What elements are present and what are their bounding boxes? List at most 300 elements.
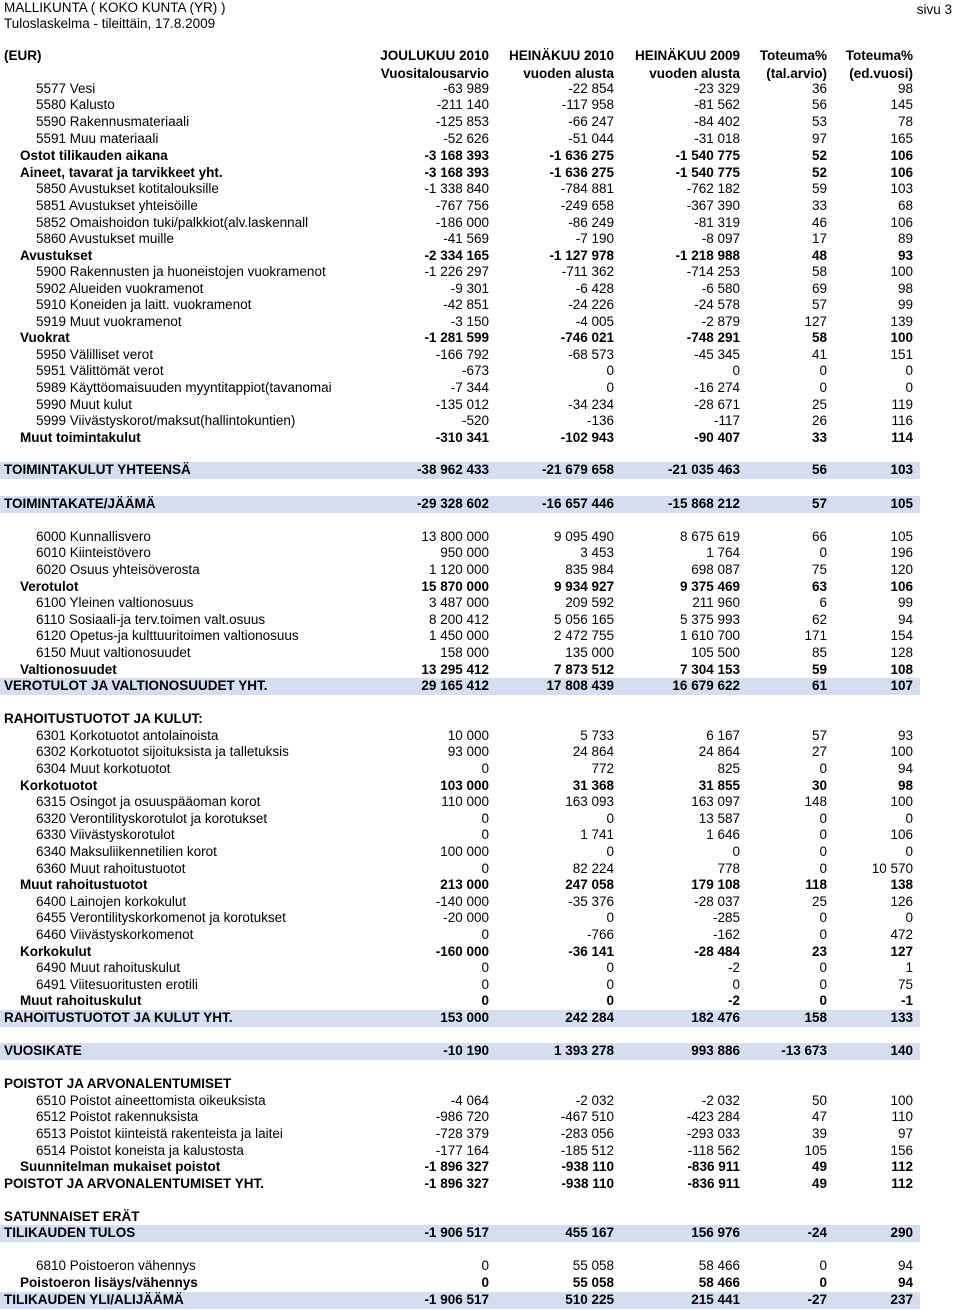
value-pct-budget: 48 — [811, 248, 827, 263]
row-label: 5577 Vesi — [36, 81, 96, 96]
row-label: RAHOITUSTUOTOT JA KULUT: — [4, 711, 203, 726]
value-budget-2010: 153 000 — [440, 1010, 489, 1025]
value-budget-2010: -140 000 — [435, 894, 489, 909]
value-2010-ytd: 55 058 — [572, 1258, 614, 1273]
value-pct-prev-year: 154 — [890, 628, 913, 643]
table-row — [0, 977, 920, 994]
value-2009-ytd: -762 182 — [686, 181, 740, 196]
value-pct-budget: 0 — [819, 1275, 827, 1290]
value-pct-budget: 97 — [811, 131, 827, 146]
row-label: TILIKAUDEN YLI/ALIJÄÄMÄ — [4, 1292, 184, 1307]
value-2010-ytd: 31 368 — [572, 778, 614, 793]
value-pct-budget: 0 — [819, 977, 827, 992]
table-row — [0, 1043, 920, 1060]
value-pct-prev-year: 89 — [897, 231, 913, 246]
value-budget-2010: 0 — [481, 960, 489, 975]
value-budget-2010: -2 334 165 — [424, 248, 489, 263]
value-budget-2010: 0 — [481, 761, 489, 776]
value-2010-ytd: 2 472 755 — [553, 628, 614, 643]
row-label: 6810 Poistoeron vähennys — [36, 1258, 196, 1273]
value-budget-2010: -135 012 — [435, 397, 489, 412]
value-2009-ytd: 993 886 — [691, 1043, 740, 1058]
value-2009-ytd: 778 — [717, 861, 740, 876]
value-pct-budget: 66 — [811, 529, 827, 544]
col-2010-header-line1: HEINÄKUU 2010 — [508, 48, 614, 63]
value-2009-ytd: -31 018 — [694, 131, 740, 146]
value-pct-budget: 46 — [811, 215, 827, 230]
value-pct-prev-year: 78 — [897, 114, 913, 129]
value-2010-ytd: 17 808 439 — [546, 678, 614, 693]
value-pct-prev-year: 106 — [890, 165, 913, 180]
value-pct-prev-year: 94 — [897, 612, 913, 627]
value-2009-ytd: -836 911 — [687, 1159, 740, 1174]
value-pct-prev-year: 112 — [891, 1159, 913, 1174]
value-2009-ytd: -16 274 — [694, 380, 740, 395]
value-budget-2010: -63 989 — [443, 81, 489, 96]
value-2010-ytd: 24 864 — [572, 744, 614, 759]
table-row — [0, 430, 920, 447]
value-budget-2010: -29 328 602 — [416, 496, 489, 511]
row-label: 5919 Muut vuokramenot — [36, 314, 182, 329]
value-pct-budget: 39 — [811, 1126, 827, 1141]
value-2010-ytd: 0 — [606, 380, 614, 395]
table-row — [0, 413, 920, 430]
value-2009-ytd: -423 284 — [686, 1109, 740, 1124]
row-label: 6360 Muut rahoitustuotot — [36, 861, 186, 876]
row-label: 6455 Verontilityskorkomenot ja korotukset — [36, 910, 286, 925]
row-label: Avustukset — [20, 248, 93, 263]
value-2009-ytd: -748 291 — [686, 330, 740, 345]
value-budget-2010: -1 906 517 — [424, 1225, 489, 1240]
value-2009-ytd: 8 675 619 — [679, 529, 740, 544]
value-2010-ytd: 0 — [606, 910, 614, 925]
value-pct-budget: 27 — [811, 744, 827, 759]
value-2010-ytd: 0 — [606, 977, 614, 992]
value-pct-budget: 26 — [811, 413, 827, 428]
table-row — [0, 562, 920, 579]
value-2010-ytd: -86 249 — [568, 215, 614, 230]
value-pct-budget: 75 — [811, 562, 827, 577]
value-2009-ytd: -367 390 — [686, 198, 740, 213]
value-budget-2010: 29 165 412 — [421, 678, 489, 693]
row-label: 6302 Korkotuotot sijoituksista ja talletuksis — [36, 744, 289, 759]
table-row — [0, 662, 920, 679]
value-2009-ytd: -21 035 463 — [667, 462, 740, 477]
row-label: 5951 Välittömät verot — [36, 363, 164, 378]
value-2009-ytd: -2 — [727, 960, 740, 975]
table-row — [0, 794, 920, 811]
value-pct-prev-year: 237 — [890, 1292, 913, 1307]
value-pct-prev-year: 100 — [890, 744, 913, 759]
table-row — [0, 314, 920, 331]
value-2010-ytd: 835 984 — [565, 562, 614, 577]
row-label: 5950 Välilliset verot — [36, 347, 154, 362]
row-label: Valtionosuudet — [20, 662, 117, 677]
row-label: 6110 Sosiaali-ja terv.toimen valt.osuus — [36, 612, 266, 627]
value-2010-ytd: 82 224 — [572, 861, 614, 876]
col-pct-budget-header-line2: (tal.arvio) — [766, 66, 827, 81]
value-pct-budget: 158 — [804, 1010, 827, 1025]
value-pct-budget: 6 — [819, 595, 827, 610]
value-budget-2010: -38 962 433 — [416, 462, 489, 477]
row-label: 5580 Kalusto — [36, 97, 115, 112]
value-budget-2010: -20 000 — [443, 910, 489, 925]
value-2010-ytd: -2 032 — [575, 1093, 614, 1108]
value-budget-2010: -767 756 — [435, 198, 489, 213]
value-2010-ytd: -34 234 — [568, 397, 614, 412]
table-row — [0, 97, 920, 114]
row-label: 6514 Poistot koneista ja kalustosta — [36, 1143, 244, 1158]
table-row — [0, 281, 920, 298]
value-pct-budget: 59 — [811, 662, 827, 677]
table-row — [0, 231, 920, 248]
value-2009-ytd: -714 253 — [686, 264, 740, 279]
row-label: TILIKAUDEN TULOS — [4, 1225, 136, 1240]
value-2010-ytd: -136 — [586, 413, 614, 428]
page-number: sivu 3 — [916, 2, 952, 17]
value-2009-ytd: 179 108 — [691, 877, 740, 892]
row-label: 6491 Viitesuoritusten erotili — [36, 977, 198, 992]
row-label: 5900 Rakennusten ja huoneistojen vuokramenot — [36, 264, 326, 279]
value-budget-2010: -673 — [461, 363, 489, 378]
value-2009-ytd: 58 466 — [698, 1275, 740, 1290]
table-row — [0, 927, 920, 944]
value-pct-budget: 61 — [811, 678, 827, 693]
value-2009-ytd: 9 375 469 — [679, 579, 740, 594]
value-pct-prev-year: 100 — [890, 264, 913, 279]
value-pct-budget: 56 — [811, 462, 827, 477]
value-pct-budget: 0 — [819, 761, 827, 776]
value-pct-budget: 0 — [819, 827, 827, 842]
row-label: 5990 Muut kulut — [36, 397, 133, 412]
table-row — [0, 1176, 920, 1193]
value-2010-ytd: -24 226 — [568, 297, 614, 312]
table-row — [0, 198, 920, 215]
value-budget-2010: -3 150 — [450, 314, 489, 329]
row-label: 6340 Maksuliikennetilien korot — [36, 844, 217, 859]
value-2009-ytd: -293 033 — [686, 1126, 740, 1141]
value-pct-budget: 49 — [811, 1176, 827, 1191]
value-pct-prev-year: 127 — [890, 944, 913, 959]
value-2010-ytd: -1 127 978 — [549, 248, 614, 263]
col-2010-header — [489, 47, 614, 82]
row-label: Suunnitelman mukaiset poistot — [20, 1159, 221, 1174]
value-2010-ytd: -102 943 — [560, 430, 614, 445]
value-budget-2010: 0 — [481, 1258, 489, 1273]
table-row — [0, 297, 920, 314]
row-label: Muut rahoitustuotot — [20, 877, 148, 892]
value-2010-ytd: -746 021 — [560, 330, 614, 345]
value-budget-2010: -10 190 — [443, 1043, 489, 1058]
value-pct-prev-year: 75 — [897, 977, 913, 992]
value-pct-budget: 171 — [804, 628, 827, 643]
value-2010-ytd: 5 733 — [580, 728, 614, 743]
value-pct-prev-year: 126 — [890, 894, 913, 909]
value-pct-budget: 69 — [811, 281, 827, 296]
row-label: Korkokulut — [20, 944, 92, 959]
row-label: 5851 Avustukset yhteisöille — [36, 198, 198, 213]
value-budget-2010: 1 120 000 — [428, 562, 489, 577]
value-2010-ytd: 0 — [606, 844, 614, 859]
row-label: RAHOITUSTUOTOT JA KULUT YHT. — [4, 1010, 233, 1025]
table-row — [0, 728, 920, 745]
value-pct-budget: 0 — [819, 1258, 827, 1273]
value-pct-prev-year: 103 — [890, 181, 913, 196]
col-2010-header-line2: vuoden alusta — [523, 66, 614, 81]
table-row — [0, 330, 920, 347]
value-pct-budget: 50 — [811, 1093, 827, 1108]
table-row — [0, 545, 920, 562]
table-row — [0, 347, 920, 364]
value-pct-prev-year: 10 570 — [871, 861, 913, 876]
row-label: 6460 Viivästyskorkomenot — [36, 927, 194, 942]
table-row — [0, 744, 920, 761]
row-label: VUOSIKATE — [4, 1043, 82, 1058]
value-pct-prev-year: 93 — [897, 248, 913, 263]
value-pct-prev-year: 94 — [897, 1275, 913, 1290]
value-budget-2010: 158 000 — [440, 645, 489, 660]
report-subtitle: Tuloslaskelma - tileittäin, 17.8.2009 — [4, 16, 216, 31]
value-2009-ytd: -84 402 — [694, 114, 740, 129]
value-pct-budget: 0 — [819, 910, 827, 925]
value-pct-prev-year: 0 — [905, 811, 913, 826]
value-2009-ytd: -28 037 — [694, 894, 740, 909]
col-pct-prev-header-line2: (ed.vuosi) — [849, 66, 913, 81]
table-row — [0, 248, 920, 265]
value-2010-ytd: 55 058 — [572, 1275, 614, 1290]
value-2010-ytd: 1 393 278 — [553, 1043, 614, 1058]
value-pct-budget: 41 — [811, 347, 827, 362]
value-pct-prev-year: 128 — [890, 645, 913, 660]
row-label: 5902 Alueiden vuokramenot — [36, 281, 204, 296]
table-row — [0, 678, 920, 695]
row-label: TOIMINTAKATE/JÄÄMÄ — [4, 496, 156, 511]
value-2010-ytd: 3 453 — [580, 545, 614, 560]
table-row — [0, 944, 920, 961]
value-pct-prev-year: 106 — [890, 148, 913, 163]
value-2009-ytd: -118 562 — [687, 1143, 740, 1158]
value-2010-ytd: -784 881 — [560, 181, 614, 196]
value-2009-ytd: 105 500 — [691, 645, 740, 660]
row-label: 6150 Muut valtionosuudet — [36, 645, 191, 660]
row-label: 5999 Viivästyskorot/maksut(hallintokuntien) — [36, 413, 296, 428]
value-pct-prev-year: 68 — [897, 198, 913, 213]
value-2010-ytd: -51 044 — [568, 131, 614, 146]
value-pct-budget: 0 — [819, 380, 827, 395]
value-budget-2010: -52 626 — [443, 131, 489, 146]
value-pct-budget: 0 — [819, 960, 827, 975]
value-pct-prev-year: 99 — [897, 595, 913, 610]
table-row — [0, 711, 920, 728]
value-2010-ytd: 772 — [591, 761, 614, 776]
row-label: SATUNNAISET ERÄT — [4, 1209, 140, 1224]
table-row — [0, 363, 920, 380]
value-pct-budget: 0 — [819, 927, 827, 942]
row-label: 6100 Yleinen valtionosuus — [36, 595, 194, 610]
value-2009-ytd: -2 032 — [701, 1093, 740, 1108]
col-2009-header — [614, 47, 740, 82]
value-2009-ytd: -23 329 — [694, 81, 740, 96]
row-label: 6120 Opetus-ja kulttuuritoimen valtionosuus — [36, 628, 299, 643]
value-2009-ytd: 163 097 — [691, 794, 740, 809]
value-pct-prev-year: 107 — [890, 678, 913, 693]
value-budget-2010: 15 870 000 — [421, 579, 489, 594]
value-pct-budget: 148 — [804, 794, 827, 809]
row-label: POISTOT JA ARVONALENTUMISET — [4, 1076, 232, 1091]
value-2009-ytd: 215 441 — [691, 1292, 740, 1307]
table-row — [0, 1275, 920, 1292]
table-row — [0, 1209, 920, 1226]
table-row — [0, 811, 920, 828]
value-2009-ytd: -8 097 — [701, 231, 740, 246]
value-budget-2010: -211 140 — [436, 97, 489, 112]
value-pct-budget: 62 — [811, 612, 827, 627]
value-2009-ytd: 6 167 — [706, 728, 740, 743]
value-pct-budget: 47 — [811, 1109, 827, 1124]
table-row — [0, 380, 920, 397]
row-label: 6490 Muut rahoituskulut — [36, 960, 181, 975]
value-budget-2010: -186 000 — [435, 215, 489, 230]
value-pct-budget: 30 — [811, 778, 827, 793]
value-pct-budget: 0 — [819, 993, 827, 1008]
value-pct-budget: 0 — [819, 861, 827, 876]
value-budget-2010: -728 379 — [435, 1126, 489, 1141]
value-pct-budget: 33 — [811, 430, 827, 445]
value-pct-prev-year: 119 — [891, 397, 913, 412]
value-budget-2010: 0 — [481, 811, 489, 826]
value-2009-ytd: -2 — [727, 993, 740, 1008]
value-pct-prev-year: 116 — [891, 413, 913, 428]
value-2010-ytd: 455 167 — [565, 1225, 614, 1240]
value-2009-ytd: 0 — [732, 363, 740, 378]
table-row — [0, 778, 920, 795]
value-pct-budget: 0 — [819, 844, 827, 859]
table-row — [0, 844, 920, 861]
row-label: 5852 Omaishoidon tuki/palkkiot(alv.laskennall — [36, 215, 309, 230]
value-2009-ytd: -45 345 — [694, 347, 740, 362]
value-pct-prev-year: 98 — [897, 81, 913, 96]
value-budget-2010: -4 064 — [450, 1093, 489, 1108]
value-2010-ytd: 7 873 512 — [553, 662, 614, 677]
row-label: 5989 Käyttöomaisuuden myyntitappiot(tavanomai — [36, 380, 332, 395]
value-2009-ytd: -285 — [712, 910, 740, 925]
value-pct-prev-year: 94 — [897, 1258, 913, 1273]
table-row — [0, 1292, 920, 1309]
row-label: 5591 Muu materiaali — [36, 131, 159, 146]
value-pct-prev-year: 120 — [890, 562, 913, 577]
table-row — [0, 645, 920, 662]
col-budget-header-line2: Vuositalousarvio — [380, 66, 489, 81]
value-pct-prev-year: 114 — [891, 430, 913, 445]
value-2009-ytd: 7 304 153 — [679, 662, 740, 677]
value-pct-budget: 33 — [811, 198, 827, 213]
value-budget-2010: -1 226 297 — [424, 264, 489, 279]
value-budget-2010: -1 896 327 — [424, 1159, 489, 1174]
table-row — [0, 910, 920, 927]
value-2010-ytd: -22 854 — [568, 81, 614, 96]
value-pct-budget: 63 — [811, 579, 827, 594]
value-2010-ytd: -249 658 — [560, 198, 614, 213]
value-pct-prev-year: 99 — [897, 297, 913, 312]
value-pct-budget: 25 — [811, 894, 827, 909]
value-budget-2010: 13 295 412 — [421, 662, 489, 677]
value-2009-ytd: 698 087 — [691, 562, 740, 577]
table-row — [0, 165, 920, 182]
value-2009-ytd: -24 578 — [694, 297, 740, 312]
table-row — [0, 1159, 920, 1176]
row-label: 5850 Avustukset kotitalouksille — [36, 181, 219, 196]
value-pct-budget: -27 — [807, 1292, 827, 1307]
value-pct-budget: 57 — [811, 496, 827, 511]
table-row — [0, 397, 920, 414]
value-2010-ytd: 0 — [606, 993, 614, 1008]
value-budget-2010: -1 906 517 — [424, 1292, 489, 1307]
value-2009-ytd: -81 562 — [694, 97, 740, 112]
row-label: 5590 Rakennusmateriaali — [36, 114, 190, 129]
value-pct-budget: 58 — [811, 264, 827, 279]
value-budget-2010: 0 — [481, 927, 489, 942]
value-2009-ytd: 24 864 — [698, 744, 740, 759]
row-label: Vuokrat — [20, 330, 70, 345]
row-label: Aineet, tavarat ja tarvikkeet yht. — [20, 165, 223, 180]
column-header-row — [0, 47, 960, 85]
value-2010-ytd: -938 110 — [561, 1176, 614, 1191]
value-pct-budget: 118 — [805, 877, 827, 892]
value-2010-ytd: -467 510 — [560, 1109, 614, 1124]
value-2010-ytd: 510 225 — [565, 1292, 614, 1307]
value-2010-ytd: 0 — [606, 811, 614, 826]
value-2009-ytd: 825 — [717, 761, 740, 776]
value-budget-2010: 213 000 — [440, 877, 489, 892]
value-2009-ytd: 13 587 — [698, 811, 740, 826]
value-2010-ytd: -117 958 — [561, 97, 614, 112]
value-pct-budget: 57 — [811, 297, 827, 312]
value-2009-ytd: -1 540 775 — [675, 165, 740, 180]
value-2009-ytd: 5 375 993 — [679, 612, 740, 627]
value-pct-budget: 127 — [804, 314, 827, 329]
table-row — [0, 827, 920, 844]
value-pct-prev-year: 100 — [890, 1093, 913, 1108]
value-pct-prev-year: 112 — [891, 1176, 913, 1191]
value-pct-prev-year: 100 — [890, 330, 913, 345]
col-pct-prev-header-line1: Toteuma% — [845, 48, 913, 63]
value-pct-prev-year: 1 — [905, 960, 913, 975]
table-row — [0, 1093, 920, 1110]
row-label: 6304 Muut korkotuotot — [36, 761, 171, 776]
row-label: 5860 Avustukset muille — [36, 231, 174, 246]
value-pct-prev-year: 98 — [897, 778, 913, 793]
row-label: Poistoeron lisäys/vähennys — [20, 1275, 198, 1290]
row-label: Muut toimintakulut — [20, 430, 141, 445]
value-2010-ytd: -21 679 658 — [541, 462, 614, 477]
value-pct-prev-year: 156 — [890, 1143, 913, 1158]
value-2009-ytd: -90 407 — [694, 430, 740, 445]
row-label: Korkotuotot — [20, 778, 98, 793]
value-pct-budget: -13 673 — [781, 1043, 827, 1058]
row-label: Muut rahoituskulut — [20, 993, 142, 1008]
value-budget-2010: -3 168 393 — [424, 148, 489, 163]
table-row — [0, 264, 920, 281]
value-pct-prev-year: 165 — [890, 131, 913, 146]
value-2009-ytd: -117 — [713, 413, 740, 428]
value-budget-2010: -177 164 — [435, 1143, 489, 1158]
col-pct-budget-header-line1: Toteuma% — [759, 48, 827, 63]
value-pct-prev-year: 105 — [890, 529, 913, 544]
value-budget-2010: -9 301 — [450, 281, 489, 296]
value-2010-ytd: 247 058 — [565, 877, 614, 892]
row-label: 5910 Koneiden ja laitt. vuokramenot — [36, 297, 252, 312]
value-2009-ytd: -2 879 — [701, 314, 740, 329]
